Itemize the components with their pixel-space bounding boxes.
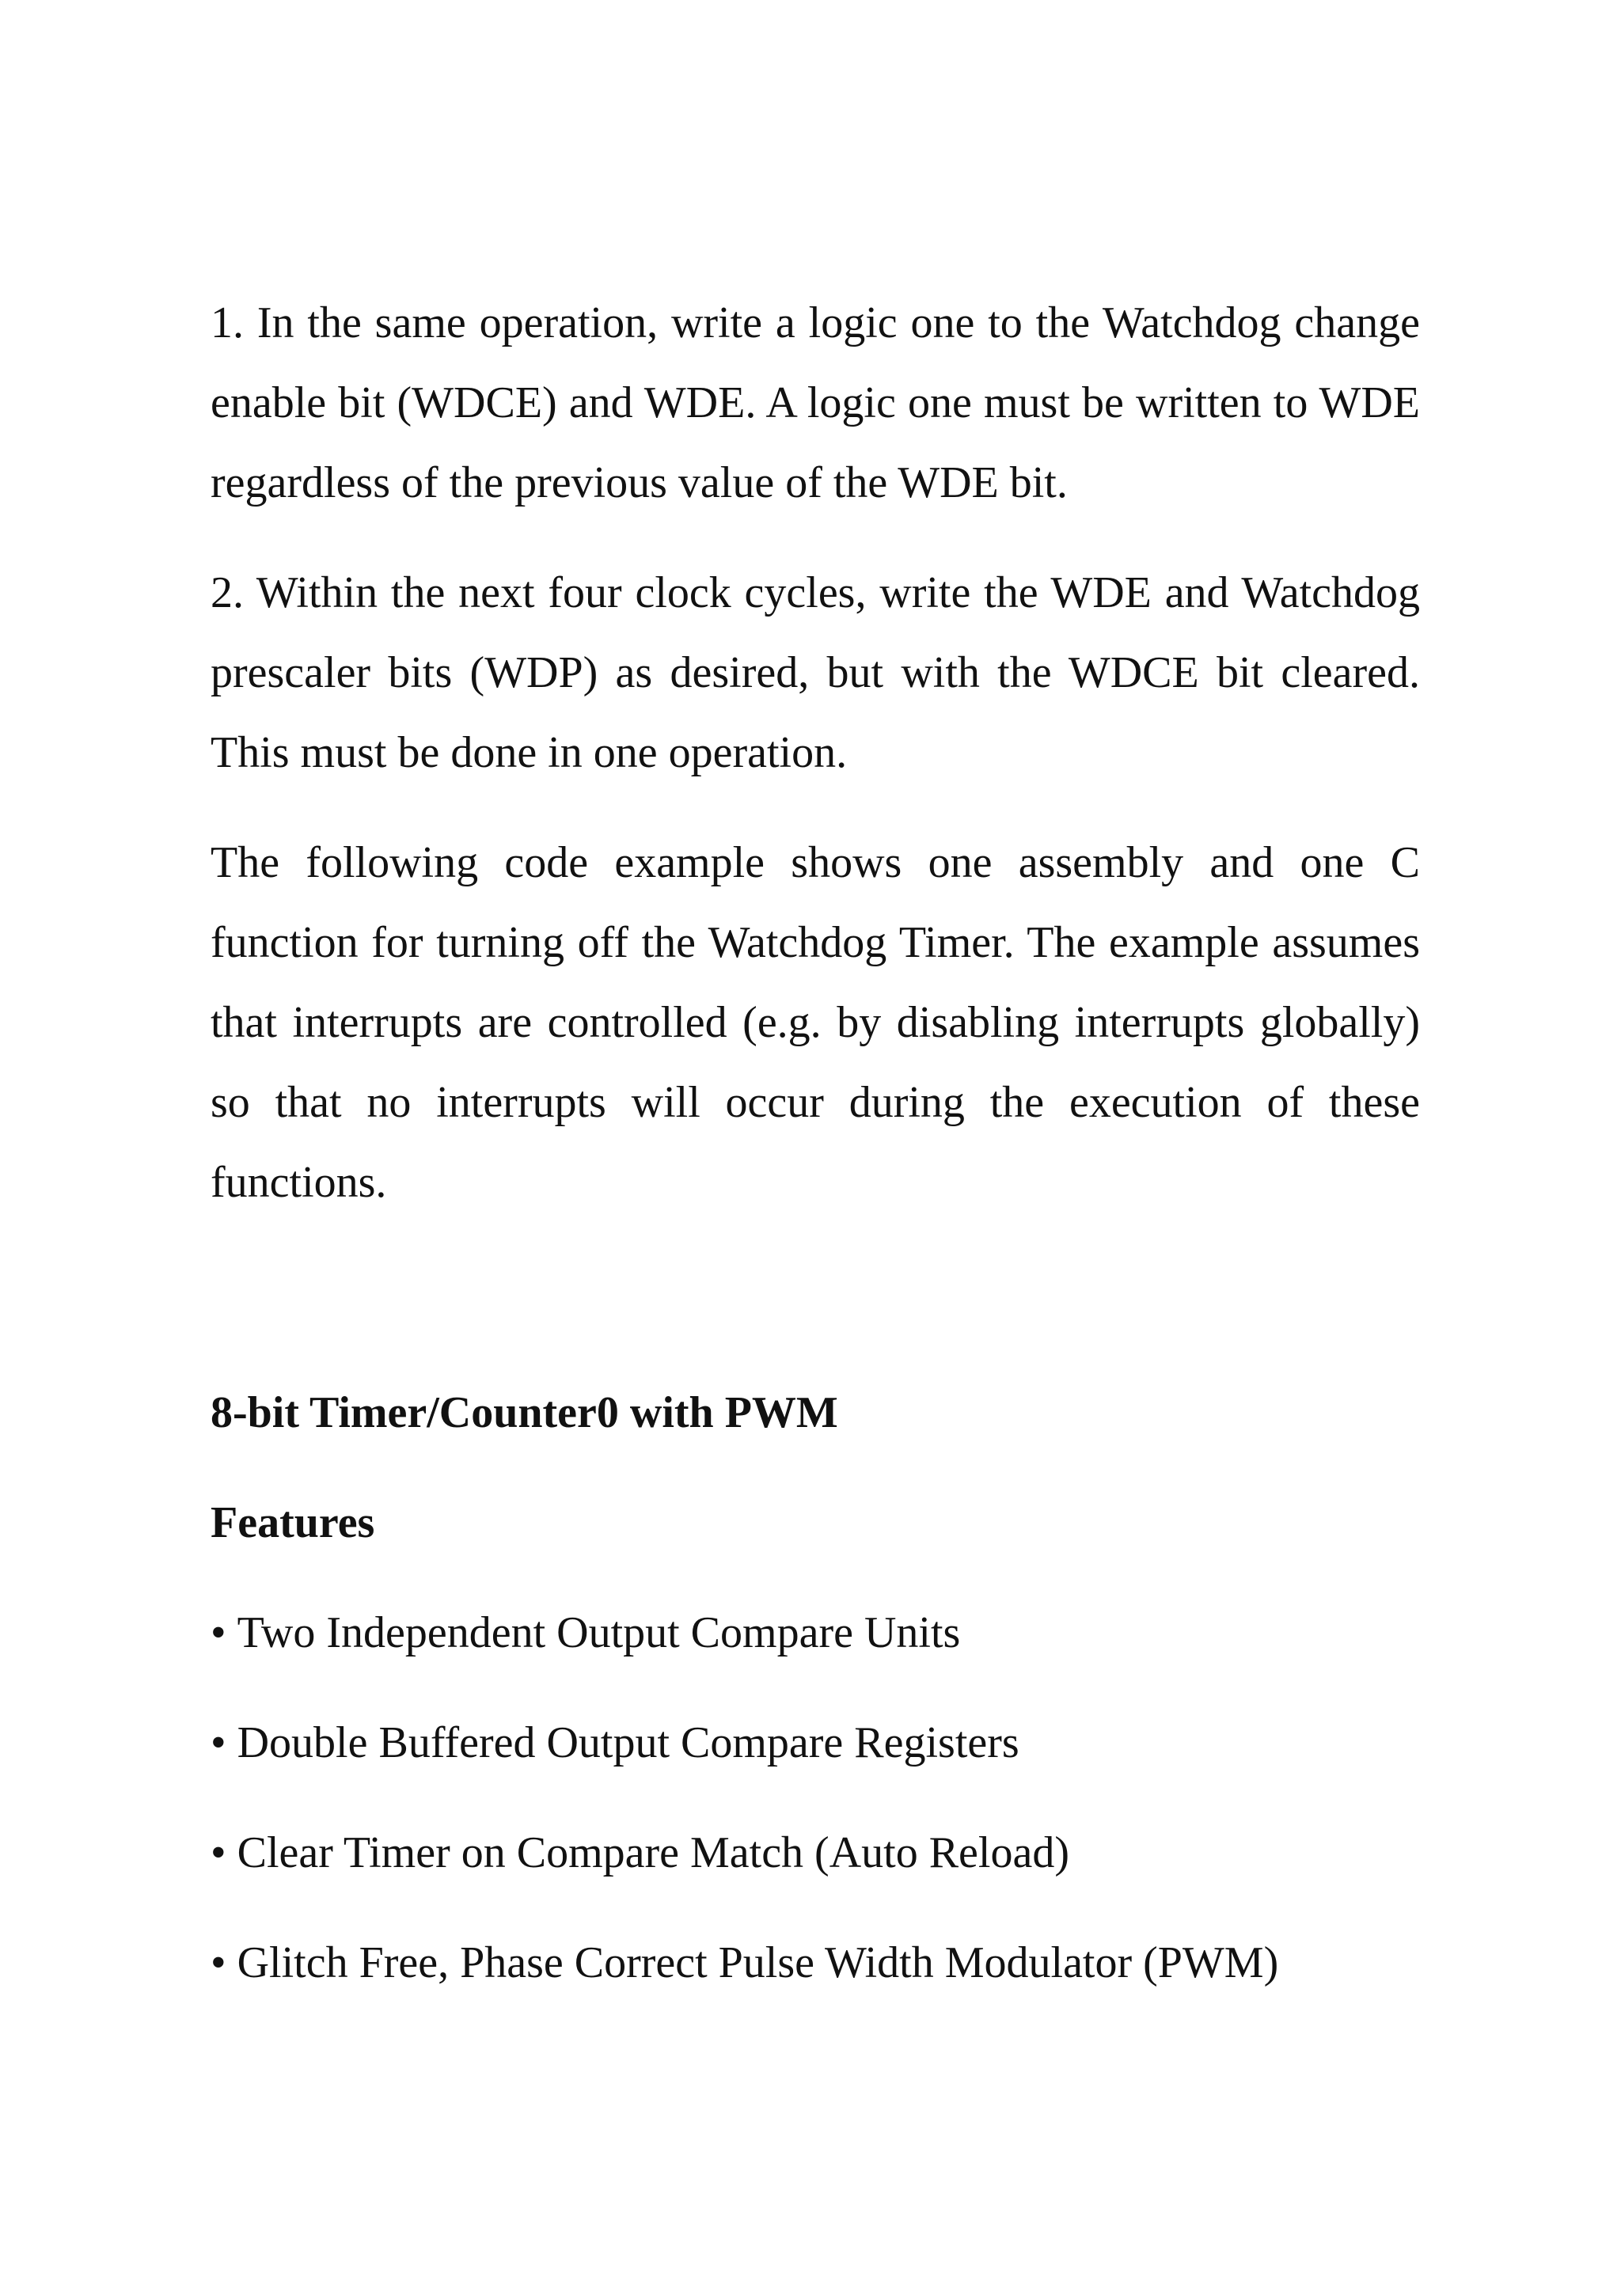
- paragraph-spacer: [211, 793, 1420, 823]
- feature-item-text: Two Independent Output Compare Units: [237, 1608, 961, 1657]
- list-spacer: [211, 1673, 1420, 1703]
- heading-spacer: [211, 1453, 1420, 1483]
- feature-item: [211, 1703, 1420, 1783]
- feature-item-text: Clear Timer on Compare Match (Auto Reload): [237, 1828, 1069, 1877]
- paragraph-step-1: 1. In the same operation, write a logic one to the Watchdog change enable bit (WDCE) and WDE. A logic one must be written to WDE regardless of the previous value of the WDE bit.: [211, 298, 1420, 507]
- feature-item: [211, 1813, 1420, 1893]
- list-spacer: [211, 1783, 1420, 1813]
- paragraph-step-2: 2. Within the next four clock cycles, write the WDE and Watchdog prescaler bits (WDP) as desired, but with the WDCE bit cleared. This must be done in one operation.: [211, 568, 1420, 777]
- features-heading: Features: [211, 1498, 375, 1547]
- section-spacer: [211, 1223, 1420, 1373]
- feature-item-text: Double Buffered Output Compare Registers: [237, 1718, 1019, 1767]
- bullet-icon: •: [211, 1718, 226, 1767]
- list-spacer: [211, 1893, 1420, 1923]
- bullet-icon: •: [211, 1828, 226, 1877]
- paragraph-code-example-intro: The following code example shows one assembly and one C function for turning off the Watchdog Timer. The example assumes that interrupts are controlled (e.g. by disabling interrupts globally) so that no interrupts will occur during the execution of these functions.: [211, 838, 1420, 1207]
- feature-item: [211, 1593, 1420, 1673]
- feature-item-text: Glitch Free, Phase Correct Pulse Width Modulator (PWM): [237, 1938, 1279, 1987]
- section-heading: 8-bit Timer/Counter0 with PWM: [211, 1388, 838, 1437]
- page-content: [211, 283, 1420, 2003]
- bullet-icon: •: [211, 1608, 226, 1657]
- heading-spacer: [211, 1563, 1420, 1593]
- paragraph-spacer: [211, 523, 1420, 553]
- feature-item: [211, 1923, 1420, 2003]
- bullet-icon: •: [211, 1938, 226, 1987]
